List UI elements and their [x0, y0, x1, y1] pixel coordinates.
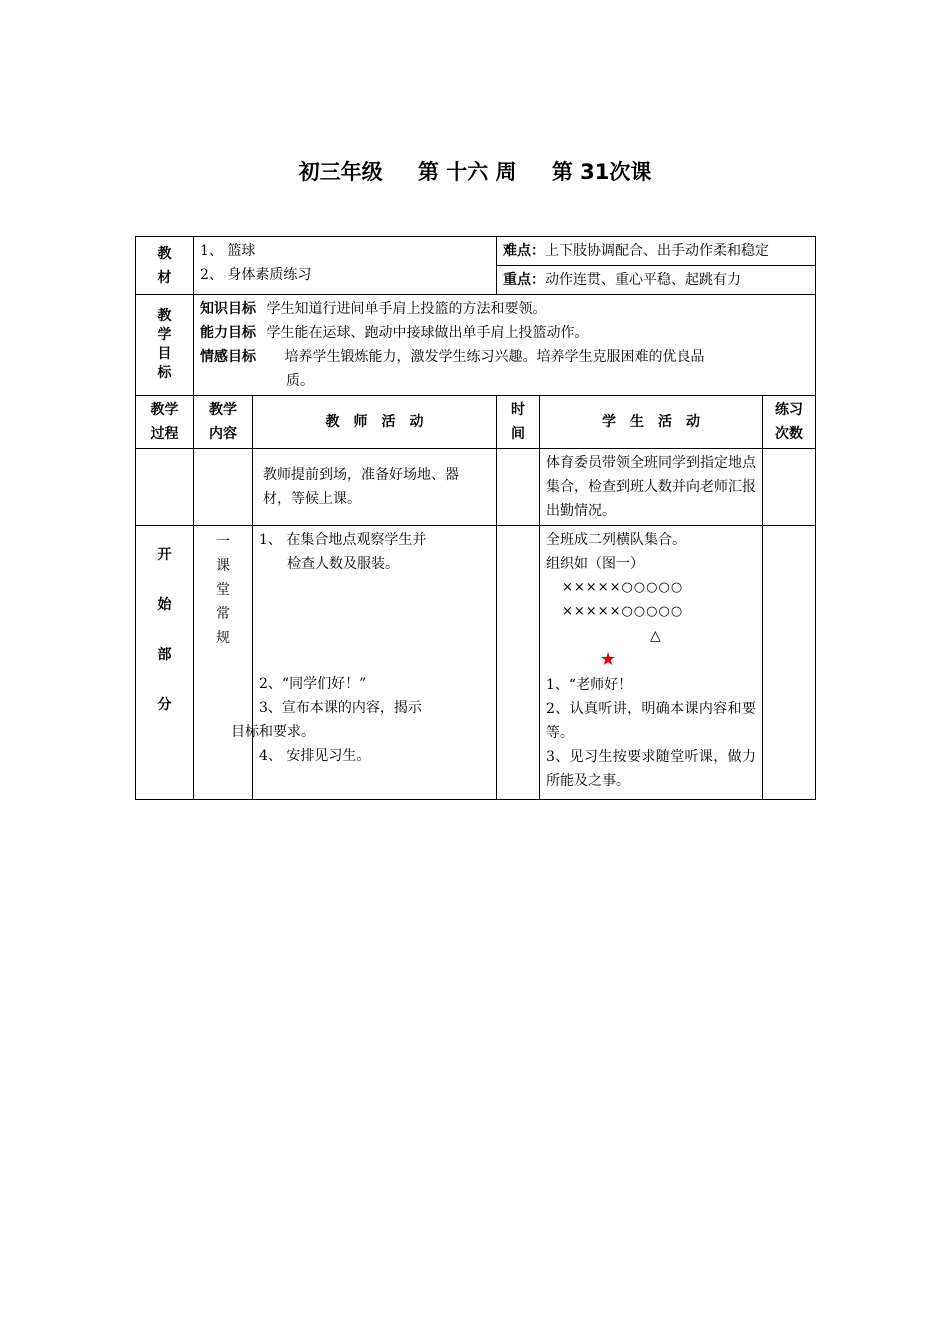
header-time: 时间 [497, 396, 540, 449]
materials-item-1: 1、 篮球 [200, 243, 256, 259]
emotion-goal-label: 情感目标 [200, 349, 256, 365]
key-point-cell [497, 266, 816, 295]
ability-goal [200, 321, 809, 345]
title-lesson: 第 31次课 [551, 160, 652, 184]
start-count [763, 526, 816, 800]
materials-label: 教材 [136, 237, 194, 295]
student-step-3: 1、“老师好！ [546, 677, 633, 693]
difficulty-label: 难点： [503, 243, 545, 259]
ability-goal-text: 学生能在运球、跑动中接球做出单手肩上投篮动作。 [266, 325, 589, 341]
pre-count [763, 449, 816, 526]
pre-time [497, 449, 540, 526]
teacher-step-2: 2、“同学们好！” [259, 676, 367, 692]
emotion-goal [200, 345, 809, 369]
start-content: 一课堂常规 [194, 526, 253, 800]
key-point-text: 动作连贯、重心平稳、起跳有力 [545, 272, 741, 288]
pre-process [136, 449, 194, 526]
knowledge-goal-label: 知识目标 [200, 301, 256, 317]
page-title [0, 156, 950, 186]
lesson-plan-table [135, 236, 816, 800]
materials-item-2: 2、 身体素质练习 [200, 267, 312, 283]
pre-content [194, 449, 253, 526]
goals-cell [194, 295, 816, 396]
student-step-5: 3、见习生按要求随堂听课，做力所能及之事。 [546, 749, 756, 789]
difficulty-cell [497, 237, 816, 266]
pre-student: 体育委员带领全班同学到指定地点集合，检查到班人数并向老师汇报出勤情况。 [540, 449, 763, 526]
star-icon: ★ [600, 649, 617, 670]
formation-row-2: ×××××○○○○○ [562, 604, 684, 619]
title-week: 第 十六 周 [417, 160, 517, 184]
teacher-step-3: 3、宣布本课的内容，揭示 [259, 700, 422, 716]
knowledge-goal-text: 学生知道行进间单手肩上投篮的方法和要领。 [266, 301, 547, 317]
start-process: 开始部分 [136, 526, 194, 800]
header-count: 练习次数 [763, 396, 816, 449]
difficulty-text: 上下肢协调配合、出手动作柔和稳定 [545, 243, 769, 259]
teacher-step-3b: 目标和要求。 [231, 724, 315, 740]
teacher-triangle-icon: △ [650, 628, 661, 644]
key-point-label: 重点： [503, 272, 545, 288]
header-student: 学 生 活 动 [540, 396, 763, 449]
header-content: 教学内容 [194, 396, 253, 449]
teacher-step-1: 1、 在集合地点观察学生并 [259, 532, 427, 548]
student-step-1: 全班成二列横队集合。 [546, 532, 686, 548]
teacher-step-4: 4、 安排见习生。 [259, 748, 371, 764]
pre-teacher: 教师提前到场，准备好场地、器材，等候上课。 [253, 449, 497, 526]
materials-items [194, 237, 497, 295]
goals-label: 教学目标 [136, 295, 194, 396]
formation-row-1: ×××××○○○○○ [562, 580, 684, 595]
start-time [497, 526, 540, 800]
student-step-4: 2、认真听讲，明确本课内容和要等。 [546, 701, 756, 741]
student-step-2: 组织如（图一） [546, 556, 644, 572]
ability-goal-label: 能力目标 [200, 325, 256, 341]
start-teacher [231, 526, 497, 800]
emotion-goal-text-cont: 质。 [286, 373, 314, 389]
knowledge-goal [200, 297, 809, 321]
title-grade: 初三年级 [298, 160, 383, 184]
header-process: 教学过程 [136, 396, 194, 449]
emotion-goal-text: 培养学生锻炼能力，激发学生练习兴趣。培养学生克服困难的优良品 [284, 349, 705, 365]
header-teacher: 教 师 活 动 [253, 396, 497, 449]
teacher-step-1b: 检查人数及服装。 [287, 556, 399, 572]
start-student [540, 526, 763, 800]
